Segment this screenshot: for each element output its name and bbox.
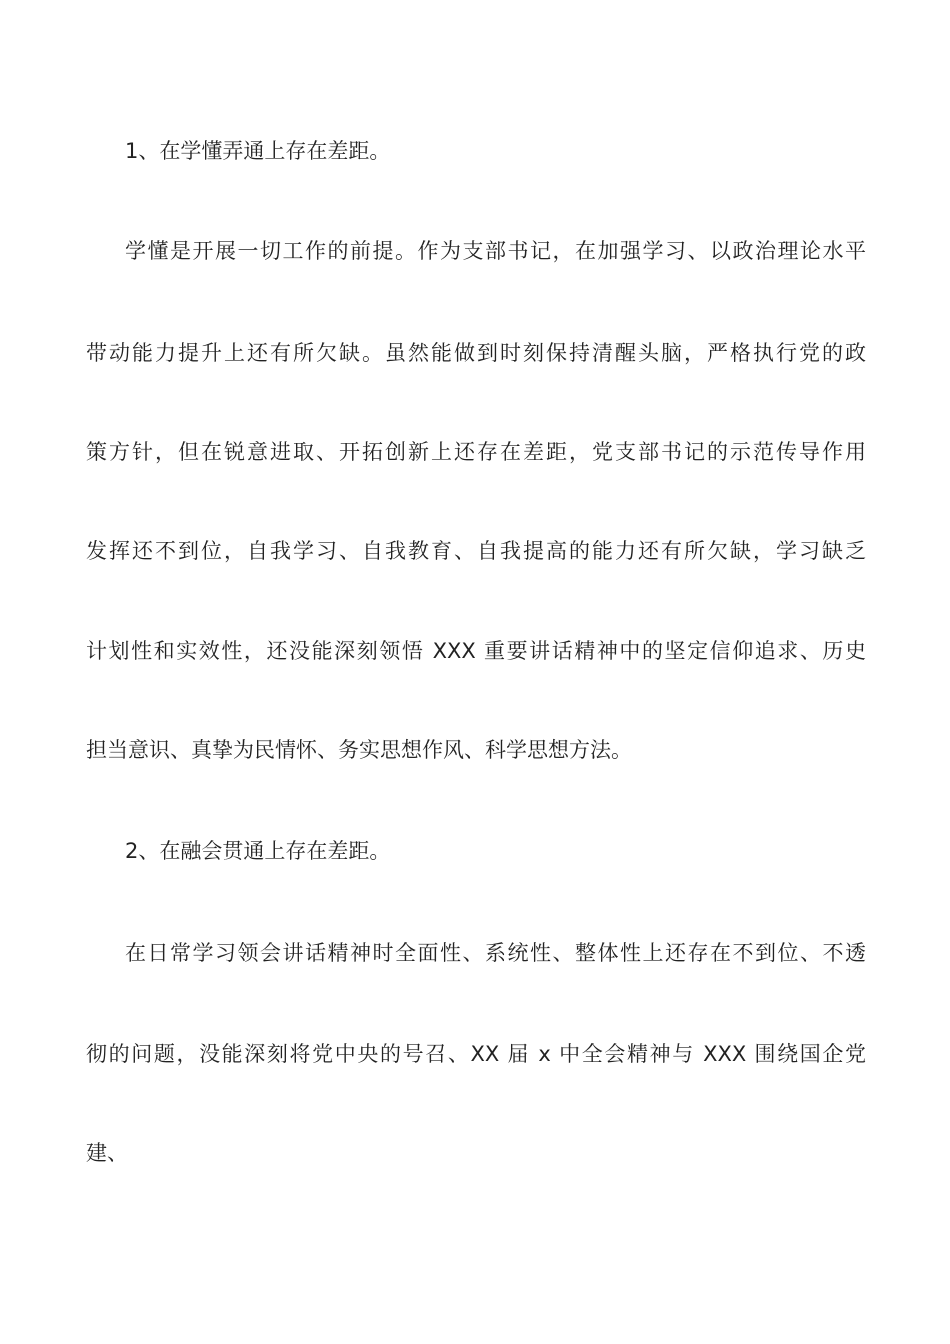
section-heading-1: 1、在学懂弄通上存在差距。 bbox=[125, 139, 391, 163]
paragraph-2-line-2: 彻的问题，没能深刻将党中央的号召、XX 届 x 中全会精神与 XXX 围绕国企党 bbox=[86, 1042, 866, 1066]
section-heading-2: 2、在融会贯通上存在差距。 bbox=[125, 839, 391, 863]
paragraph-1-line-2: 带动能力提升上还有所欠缺。虽然能做到时刻保持清醒头脑，严格执行党的政 bbox=[86, 341, 866, 365]
paragraph-2-line-1: 在日常学习领会讲话精神时全面性、系统性、整体性上还存在不到位、不透 bbox=[125, 941, 866, 965]
paragraph-1-line-6: 担当意识、真挚为民情怀、务实思想作风、科学思想方法。 bbox=[86, 738, 632, 762]
paragraph-1-line-4: 发挥还不到位，自我学习、自我教育、自我提高的能力还有所欠缺，学习缺乏 bbox=[86, 539, 866, 563]
paragraph-1-line-1: 学懂是开展一切工作的前提。作为支部书记，在加强学习、以政治理论水平 bbox=[125, 239, 866, 263]
paragraph-2-line-3: 建、 bbox=[86, 1141, 128, 1165]
paragraph-1-line-3: 策方针，但在锐意进取、开拓创新上还存在差距，党支部书记的示范传导作用 bbox=[86, 440, 866, 464]
paragraph-1-line-5: 计划性和实效性，还没能深刻领悟 XXX 重要讲话精神中的坚定信仰追求、历史 bbox=[86, 639, 866, 663]
